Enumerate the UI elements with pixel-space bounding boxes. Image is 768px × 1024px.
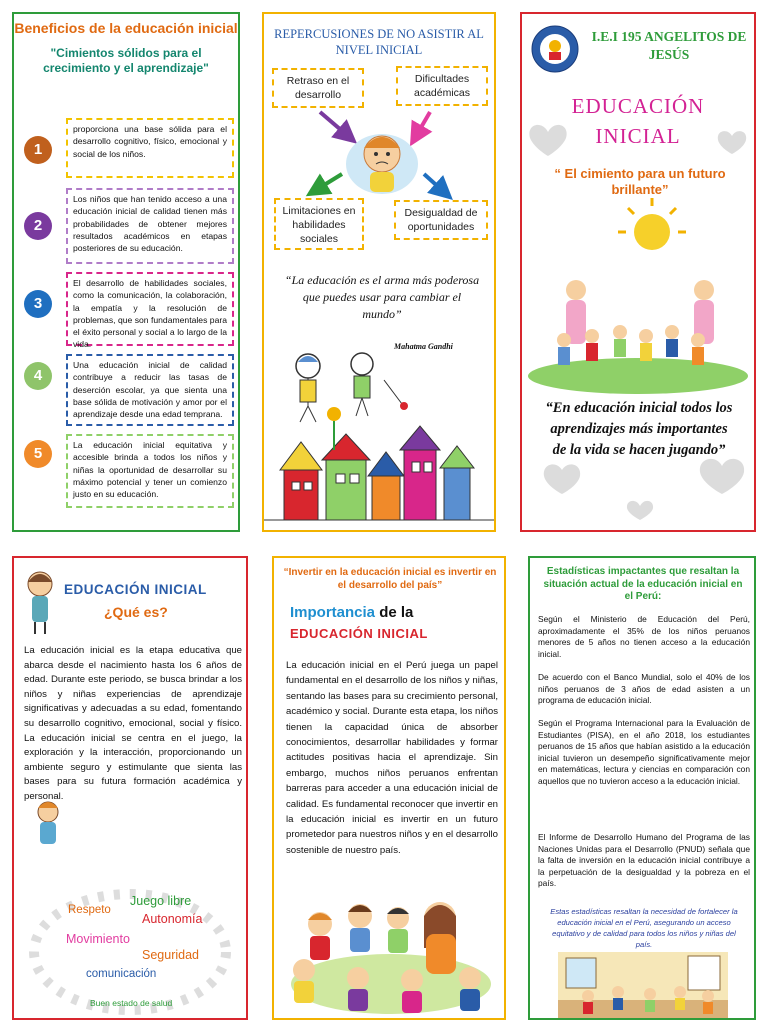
benefit-text: El desarrollo de habilidades sociales, como la comunicación, la colaboración, la empatía y la resolución de problemas, que son fundamentales para el éxito personal y social a lo largo de la vida. [66,272,234,346]
repercussions-panel [262,12,496,532]
statistics-title: Estadísticas impactantes que resaltan la situación actual de la educación inicial en el Perú: [543,566,743,602]
word-salud: Buen estado de salud [90,998,173,1008]
stat-paragraph: Según el Programa Internacional para la Evaluación de Estudiantes (PISA), en el año 2018, los estudiantes peruanos de 15 años que habían asistido a la educación inicial tuvieron un desempeño significativamente mejor en matemáticas, lectura y ciencias en comparación con aquellos que no tuvieron acceso a la educación inicial. [538,718,750,786]
stat-paragraph: Según el Ministerio de Educación del Perú, aproximadamente el 35% de los niños peruanos menores de 5 años no tienen acceso a la educación inicial. [538,614,750,659]
word-comunicacion: comunicación [86,968,157,980]
repercussions-title: REPERCUSIONES DE NO ASISTIR AL NIVEL INICIAL [274,27,484,57]
what-is-panel [12,556,248,1020]
benefit-item [20,354,236,426]
rep-box-inequality: Desigualdad de oportunidades [394,200,488,240]
child-arrows-illustration [264,14,496,264]
stat-paragraph: De acuerdo con el Banco Mundial, solo el 40% de los niños peruanos de 3 años de edad asisten a un programa de educación inicial. [538,672,750,706]
benefit-item [20,434,236,508]
importance-body: La educación inicial en el Perú juega un papel fundamental en el desarrollo de los niños y niñas, sentando las bases para su crecimiento personal, académico y social. Durante esta etapa, los niños tienen la capacidad única de absorber conocimientos, desarrollar habilidades y formar actitudes positivas hacia el aprendizaje. Sin embargo, muchos niños peruanos enfrentan barreras para acceder a una educación inicial de calidad. Es fundamental reconocer que invertir en la educación inicial es invertir en un futuro prometedor para nuestros niños y en el desarrollo sostenible de nuestro país. [286,660,498,856]
cover-title-line2: INICIAL [595,124,681,148]
classroom-illustration [558,952,728,1020]
statistics-panel [528,556,756,1020]
arrow-blue [424,174,444,192]
benefit-item [20,188,236,264]
cover-motto: “ El cimiento para un futuro brillante” [554,166,726,197]
arrow-purple [320,112,348,136]
benefit-item [20,272,236,350]
benefits-title: Beneficios de la educación inicial [14,20,238,36]
benefit-number: 5 [24,440,52,468]
benefit-item [20,118,236,178]
importance-panel [272,556,506,1020]
word-seguridad: Seguridad [142,948,199,962]
importance-rest: de la [375,604,414,621]
kids-houses-illustration [264,350,496,532]
benefits-subtitle: "Cimientos sólidos para el crecimiento y el aprendizaje" [43,46,209,75]
gandhi-quote: “La educación es el arma más poderosa que puedes usar para cambiar el mundo” [284,273,480,321]
cover-quote: “En educación inicial todos los aprendizajes más importantes de la vida se hacen jugando” [545,400,733,458]
school-name: I.E.I 195 ANGELITOS DE JESÚS [591,29,747,62]
benefit-text: proporciona una base sólida para el desarrollo cognitivo, físico, emocional y social de los niños. [66,118,234,178]
importance-word: Importancia [290,604,376,621]
what-is-question: ¿Qué es? [104,604,168,620]
benefit-text: La educación inicial equitativa y accesible brinda a todos los niños y niñas la oportunidad de desarrollar su máximo potencial y tener un comienzo justo en su educación. [66,434,234,508]
word-autonomia: Autonomía [142,912,203,926]
what-is-body: La educación inicial es la etapa educativa que abarca desde el nacimiento hasta los 6 años de edad. Durante este periodo, se busca brindar a los niños y niñas experiencias de aprendizaje significativas y adecuadas a su edad, fomentando su desarrollo cognitivo, emocional, social y físico. La educación inicial se centra en el juego, la exploración y la interacción, proporcionando un ambiente seguro y estimulante que sienta las bases para su futura formación académica y personal. [24,645,242,802]
importance-heading [290,604,413,621]
what-is-heading: EDUCACIÓN INICIAL [64,582,207,597]
reading-circle-illustration [280,888,502,1018]
benefit-text: Una educación inicial de calidad contribuye a reducir las tasas de deserción escolar, ya que sienta una base sólida de motivación y amor por el aprendizaje desde una edad temprana. [66,354,234,426]
rep-box-academic: Dificultades académicas [396,66,488,106]
girl-illustration [20,566,60,636]
arrow-pink [416,112,430,136]
cover-illustration [522,114,754,532]
importance-subheading: EDUCACIÓN INICIAL [290,626,428,641]
arrow-green [316,174,342,190]
benefit-number: 3 [24,290,52,318]
benefit-number: 1 [24,136,52,164]
word-respeto: Respeto [68,904,111,916]
cover-panel [520,12,756,532]
invest-quote: “Invertir en la educación inicial es invertir en el desarrollo del país” [283,567,497,591]
word-movimiento: Movimiento [66,932,130,946]
stat-paragraph: El Informe de Desarrollo Humano del Programa de las Naciones Unidas para el Desarrollo (PNUD) señala que la falta de inversión en la educación inicial contribuye a la perpetuación de la desigualdad y la pobreza en el país. [538,832,750,889]
school-logo [530,24,580,74]
quote-author: Mahatma Gandhi [394,342,453,351]
rep-box-delay: Retraso en el desarrollo [272,68,364,108]
statistics-note: Estas estadísticas resaltan la necesidad de fortalecer la educación inicial en el Perú, asegurando un acceso equitativo y de calidad para todos los niños y niñas del país. [550,907,738,949]
benefit-text: Los niños que han tenido acceso a una educación inicial de calidad tienen más probabilidades de obtener mejores resultados académicos en etapas posteriores de su educación. [66,188,234,264]
benefits-panel [12,12,240,532]
benefit-number: 4 [24,362,52,390]
word-juego-libre: Juego libre [130,894,192,908]
cover-title-line1: EDUCACIÓN [571,94,705,118]
benefit-number: 2 [24,212,52,240]
rep-box-social: Limitaciones en habilidades sociales [274,198,364,250]
